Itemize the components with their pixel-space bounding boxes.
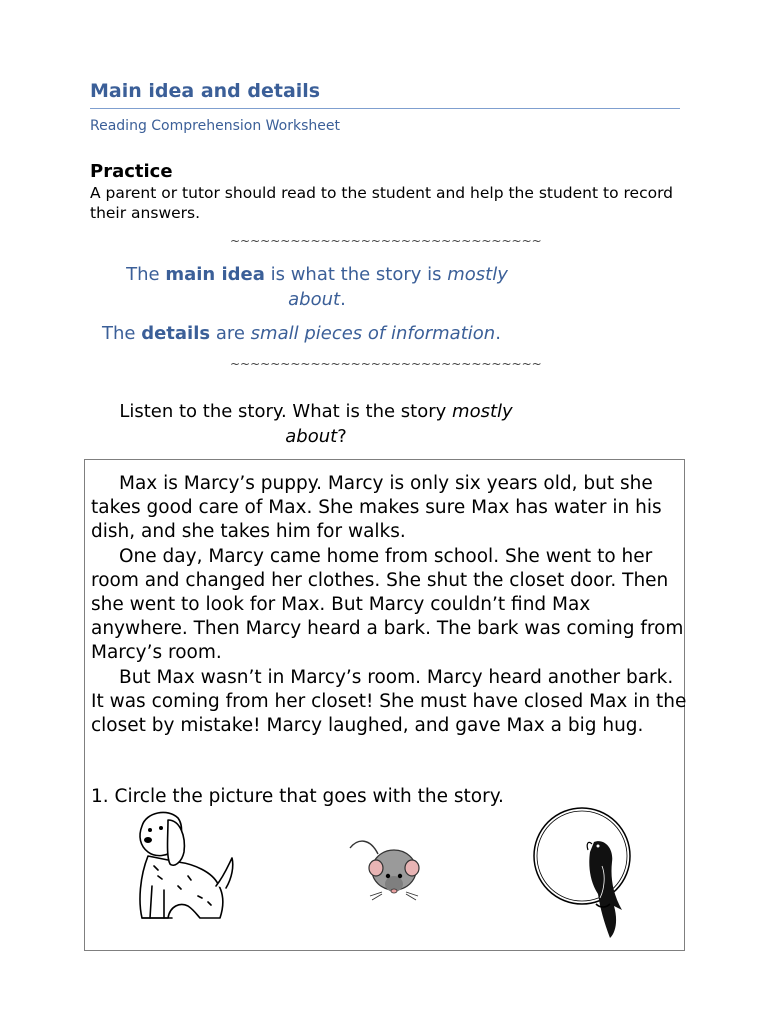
details-term: details	[141, 323, 211, 344]
prompt-pre: Listen to the story. What is the story	[119, 401, 453, 422]
details-end: .	[495, 323, 501, 344]
prompt-emph2: about	[285, 426, 338, 447]
details-definition	[102, 323, 501, 344]
main-idea-emph2: about	[288, 289, 341, 310]
main-idea-term: main idea	[165, 264, 265, 285]
details-emph: small pieces of information	[250, 323, 496, 344]
dog-picture[interactable]	[128, 806, 238, 922]
separator-bottom: ~~~~~~~~~~~~~~~~~~~~~~~~~~~~~~~	[230, 357, 542, 371]
practice-instructions: A parent or tutor should read to the student and help the student to record their answers.	[90, 184, 674, 222]
story-paragraph-1: Max is Marcy’s puppy. Marcy is only six years old, but she takes good care of Max. She makes sure Max has water in his dish, and she takes him for walks.	[91, 473, 662, 543]
story-paragraph-2: One day, Marcy came home from school. She went to her room and changed her clothes. She shut the closet door. Then she went to look for Max. But Marcy couldn’t find Max anywhere. Then Marcy heard a bark. The bark was coming from Marcy’s room.	[91, 545, 684, 664]
practice-heading: Practice	[90, 161, 173, 182]
details-mid: are	[210, 323, 251, 344]
prompt-end: ?	[337, 426, 347, 447]
details-pre: The	[102, 323, 142, 344]
story-text	[91, 472, 687, 738]
parrot-picture[interactable]	[530, 806, 640, 940]
page-title: Main idea and details	[90, 80, 321, 102]
main-idea-definition	[100, 262, 534, 312]
main-idea-end: .	[340, 289, 346, 310]
question-1: 1. Circle the picture that goes with the story.	[91, 786, 504, 807]
story-prompt	[84, 399, 548, 449]
main-idea-pre: The	[126, 264, 166, 285]
mouse-picture[interactable]	[348, 832, 424, 904]
dog-icon	[140, 812, 233, 918]
title-rule	[90, 108, 680, 109]
page-subtitle: Reading Comprehension Worksheet	[90, 118, 340, 134]
parrot-icon	[534, 808, 630, 938]
main-idea-mid: is what the story is	[264, 264, 448, 285]
mouse-icon	[350, 841, 419, 900]
separator-top: ~~~~~~~~~~~~~~~~~~~~~~~~~~~~~~~	[230, 234, 542, 248]
story-paragraph-3: But Max wasn’t in Marcy’s room. Marcy heard another bark. It was coming from her closet! She must have closed Max in the closet by mistake! Marcy laughed, and gave Max a big hug.	[91, 666, 687, 737]
prompt-emph1: mostly	[452, 401, 513, 422]
main-idea-emph1: mostly	[447, 264, 508, 285]
